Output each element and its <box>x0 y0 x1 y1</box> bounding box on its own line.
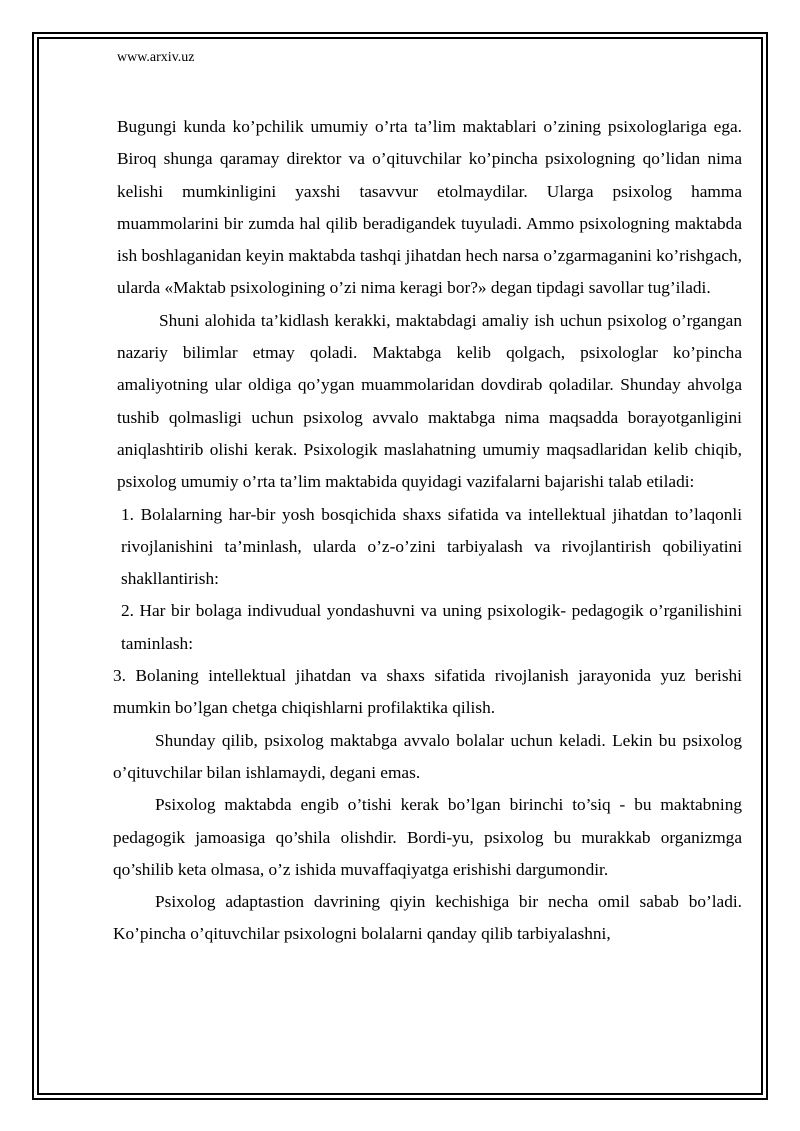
paragraph-adaptation: Psixolog adaptastion davrining qiyin kechishiga bir necha omil sabab bo’ladi. Ko’pincha o’qituvchilar psixologni bolalarni qanday qilib tarbiyalashni, <box>113 892 742 944</box>
document-body <box>113 111 742 951</box>
site-header: www.arxiv.uz <box>117 50 195 65</box>
paragraph-tasks-intro: Shuni alohida ta’kidlash kerakki, maktabdagi amaliy ish uchun psixolog o’rgangan nazariy bilimlar etmay qoladi. Maktabga kelib qolgach, psixologlar ko’pincha amaliyotning ular oldiga qo’ygan muammolaridan dovdirab qoladilar. Shunday ahvolga tushib qolmasligi uchun psixolog avvalo maktabga nima maqsadda borayotganligini aniqlashtirib olishi kerak. Psixologik maslahatning umumiy maqsadlaridan kelib chiqib, psixolog umumiy o’rta ta’lim maktabida quyidagi vazifalarni bajarishi talab etiladi: <box>117 310 742 492</box>
paragraph-first-obstacle: Psixolog maktabda engib o’tishi kerak bo’lgan birinchi to’siq - bu maktabning pedagogik jamoasiga qo’shila olishdir. Bordi-yu, psixolog bu murakkab organizmga qo’shilib keta olmasa, o’z ishida muvaffaqiyatga erishishi dargumondir. <box>113 795 742 879</box>
list-item-1: 1. Bolalarning har-bir yosh bosqichida shaxs sifatida va intellektual jihatdan to’laqonli rivojlanishini ta’minlash, ularda o’z-o’zini tarbiyalash va rivojlantirish qobiliyatini shakllantirish: <box>121 504 742 589</box>
paragraph-intro: Bugungi kunda ko’pchilik umumiy o’rta ta’lim maktablari o’zining psixologlariga ega. Biroq shunga qaramay direktor va o’qituvchilar ko’pincha psixologning qo’lidan nima kelishi mumkinligini yaxshi tasavvur etolmaydilar. Ularga psixolog hamma muammolarini bir zumda hal qilib beradigandek tuyuladi. Ammo psixologning maktabda ish boshlaganidan keyin maktabda tashqi jihatdan hech narsa o’zgarmaganini ko’rishgach, ularda «Maktab psixologining o’zi nima keragi bor?» degan tipdagi savollar tug’iladi. <box>117 117 742 298</box>
paragraph-conclusion: Shunday qilib, psixolog maktabga avvalo bolalar uchun keladi. Lekin bu psixolog o’qituvchilar bilan ishlamaydi, degani emas. <box>113 730 742 782</box>
list-item-3: 3. Bolaning intellektual jihatdan va shaxs sifatida rivojlanish jarayonida yuz berishi mumkin bo’lgan chetga chiqishlarni profilaktika qilish. <box>113 666 742 718</box>
list-item-2: 2. Har bir bolaga indivudual yondashuvni va uning psixologik- pedagogik o’rganilishini taminlash: <box>121 601 742 653</box>
